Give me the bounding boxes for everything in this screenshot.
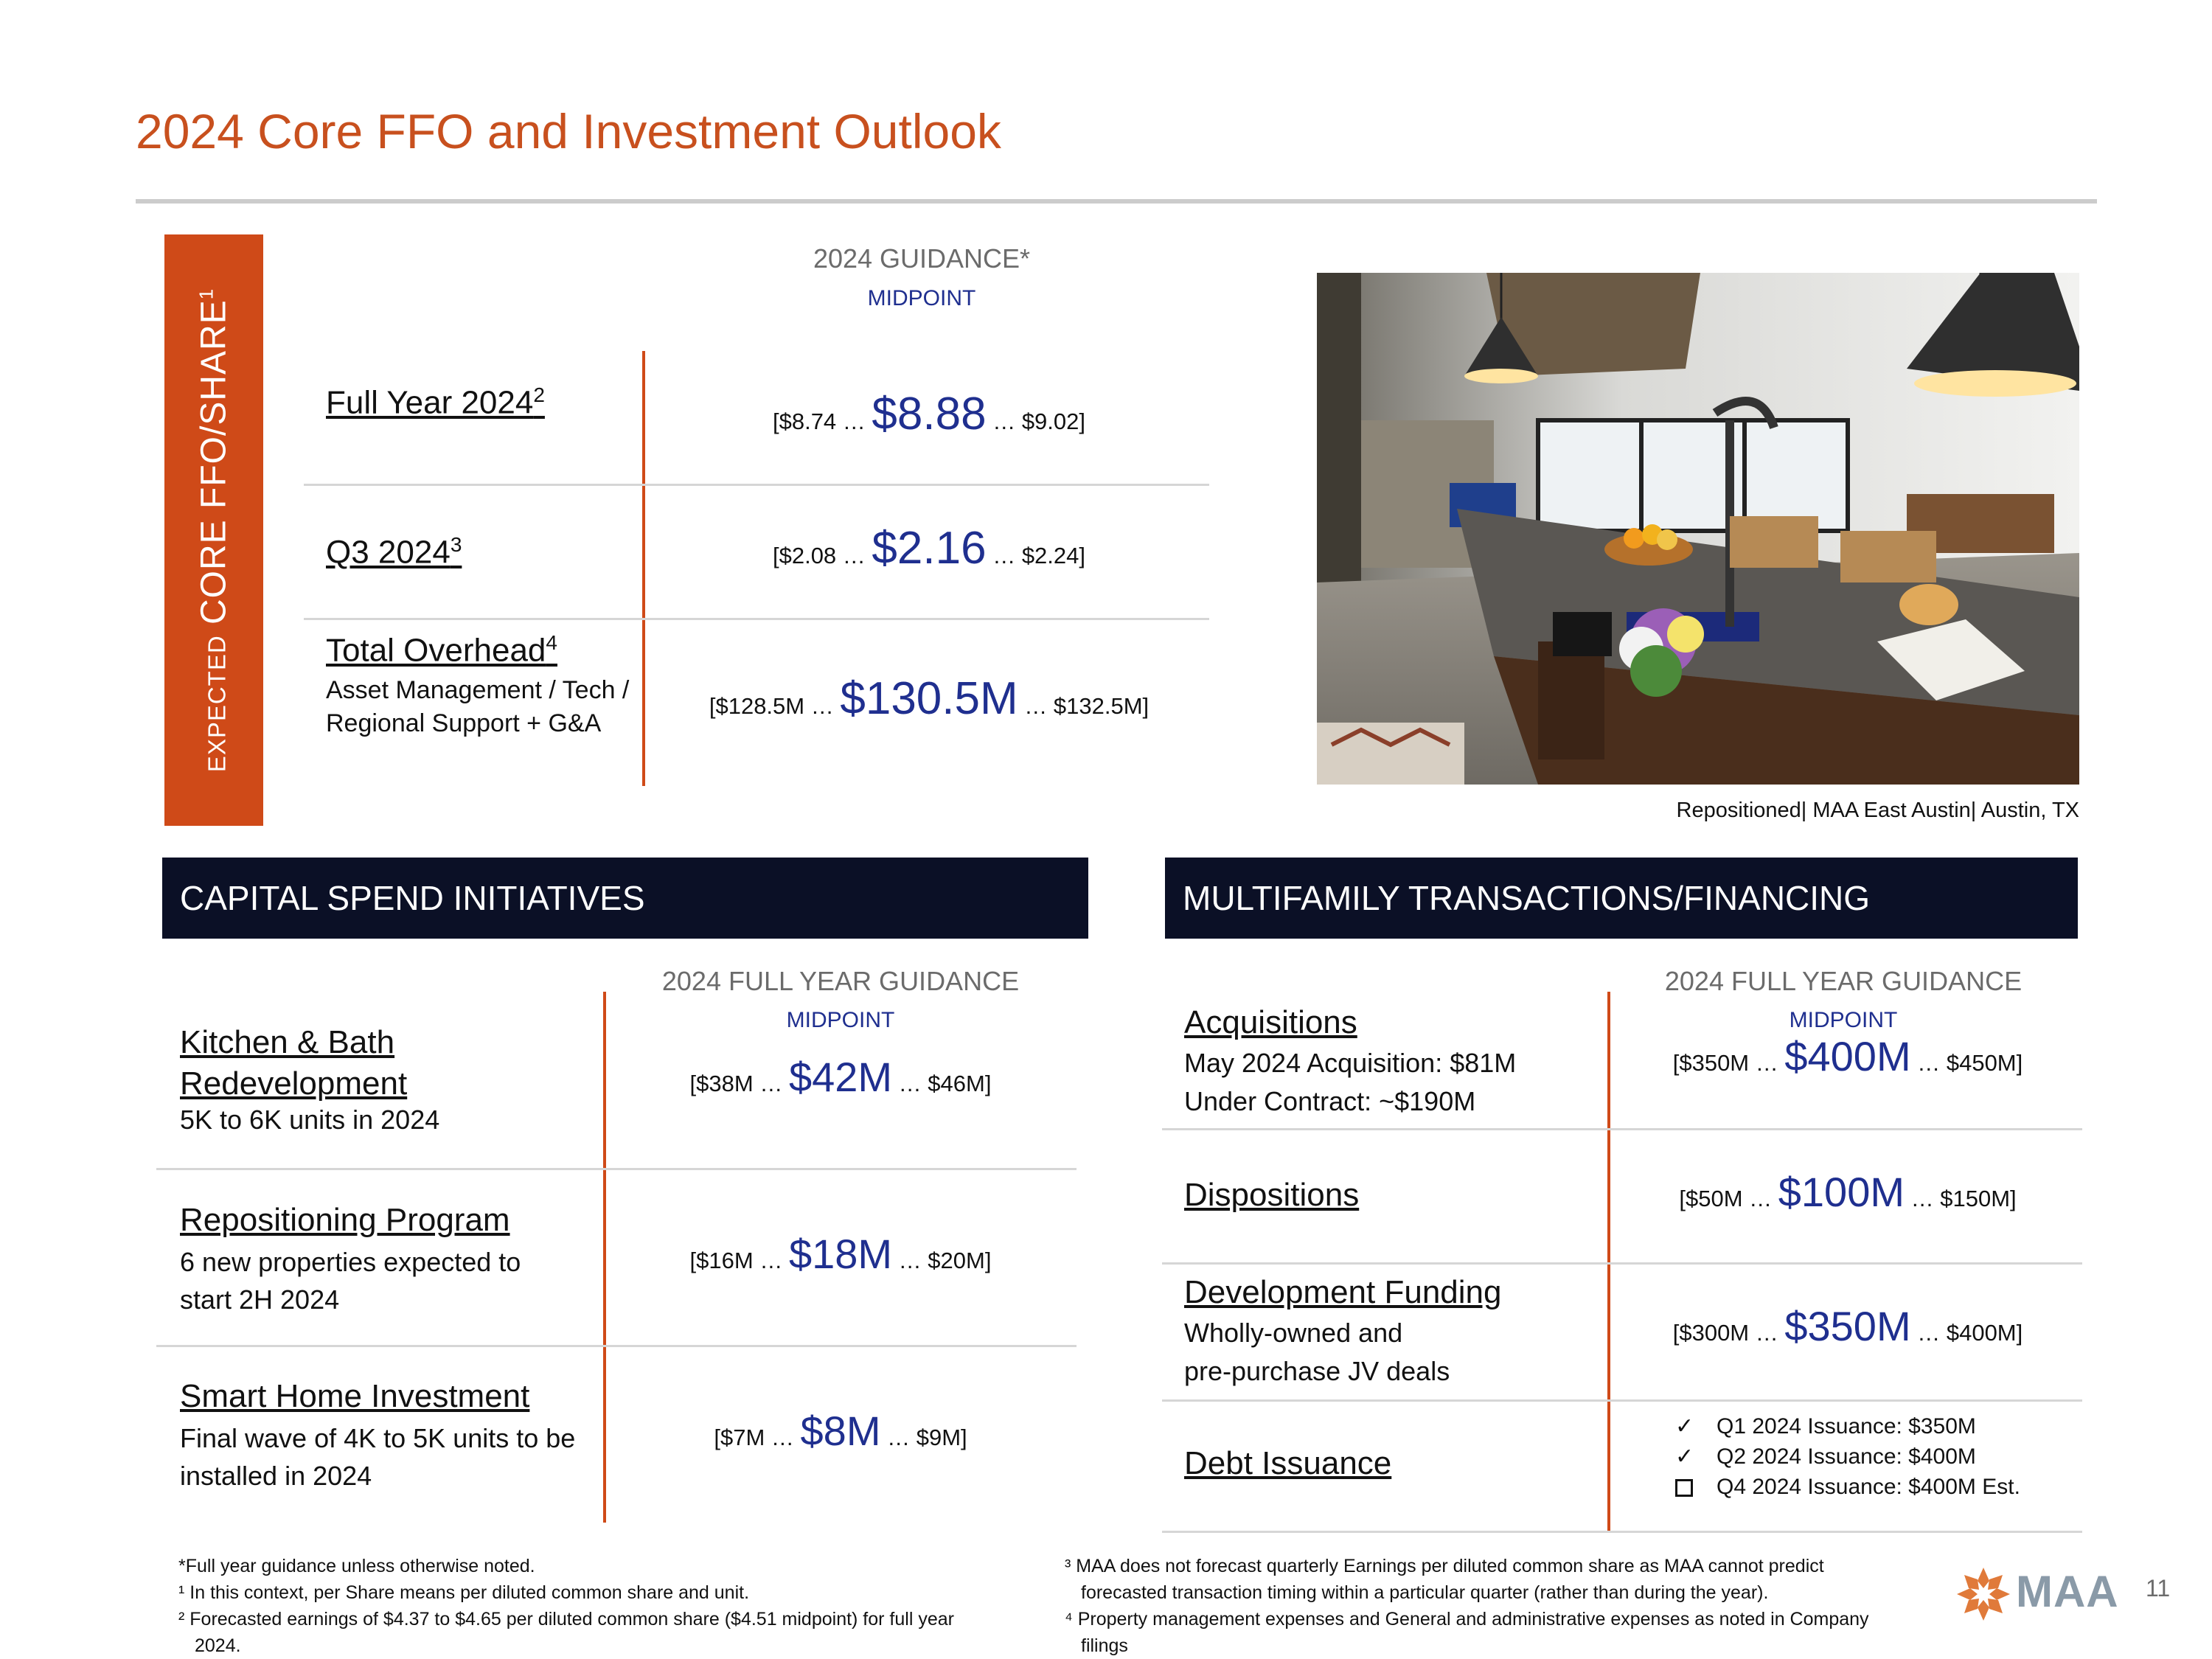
development-funding-range: [$300M … $350M … $400M] [1672,1303,2023,1349]
acquisitions-midpoint: $400M [1784,1033,1911,1079]
ffo-full-year-range: [$8.74 … $8.88 … $9.02] [772,389,1086,439]
capital-kitchen-range: [$38M … $42M … $46M] [689,1054,992,1100]
capital-kitchen-midpoint: $42M [788,1054,893,1100]
ffo-row-divider [304,618,1209,620]
ffo-column-divider [642,351,645,786]
footnote: forecasted transaction timing within a particular quarter (rather than during the year). [1081,1582,1769,1603]
transactions-row-desc: May 2024 Acquisition: $81M [1184,1048,1517,1078]
capital-row-desc: 6 new properties expected to start 2H 2024 [180,1247,521,1315]
footnote: ³ MAA does not forecast quarterly Earnings per diluted common share as MAA cannot predict [1065,1556,1824,1576]
footnote: *Full year guidance unless otherwise noted. [178,1556,535,1576]
ffo-side-label-sup: 1 [195,288,218,300]
ffo-side-label-small: EXPECTED [203,635,231,773]
ffo-row-label: Full Year 2024$^2$ [326,383,545,421]
debt-issuance-list [1675,1411,2020,1502]
maa-logo: MAA [2016,1567,2119,1616]
development-funding-midpoint: $350M [1784,1303,1911,1349]
footnote: filings [1081,1635,1128,1656]
ffo-q3-midpoint: $2.16 [872,523,987,574]
ffo-overhead-midpoint: $130.5M [840,673,1018,724]
capital-row-divider [156,1345,1077,1347]
maa-logo-mark-icon [1955,1566,2011,1626]
transactions-row-label: Acquisitions [1184,1004,1357,1040]
transactions-row-desc: pre-purchase JV deals [1184,1356,1450,1386]
footnote: ⁴ Property management expenses and General and administrative expenses as noted in Company [1065,1609,1869,1630]
capital-midpoint-header: MIDPOINT [786,1008,895,1032]
checkmark-icon: ✓ [1675,1444,1694,1469]
capital-column-divider [603,992,606,1523]
transactions-row-desc: Wholly-owned and [1184,1318,1403,1348]
photo-caption: Repositioned| MAA East Austin| Austin, TX [1676,799,2079,822]
footnotes-left [178,1553,1063,1659]
capital-row-desc: 5K to 6K units in 2024 [180,1105,440,1135]
ffo-midpoint-header: MIDPOINT [867,286,976,310]
transactions-row-divider [1162,1399,2082,1402]
title-divider [136,199,2097,204]
ffo-side-label-main: CORE FFO/SHARE [194,299,234,625]
transactions-row-label: Debt Issuance [1184,1445,1392,1481]
debt-issuance-item: Q4 2024 Issuance: $400M Est. [1675,1472,2020,1502]
transactions-header: MULTIFAMILY TRANSACTIONS/FINANCING [1165,858,2078,939]
ffo-side-bar [164,234,263,826]
ffo-side-label [194,288,234,772]
footnote: 2024. [195,1635,241,1656]
transactions-row-label: Dispositions [1184,1177,1360,1213]
footnote: ² Forecasted earnings of $4.37 to $4.65 per diluted common share ($4.51 midpoint) for full year [178,1609,954,1630]
dispositions-midpoint: $100M [1778,1169,1905,1215]
capital-repositioning-midpoint: $18M [788,1231,893,1277]
ffo-overhead-desc: Asset Management / Tech / Regional Support + G&A [326,676,630,737]
ffo-guidance-header: 2024 GUIDANCE* [813,243,1031,274]
capital-row-label: Smart Home Investment [180,1378,530,1414]
capital-smart-home-range: [$7M … $8M … $9M] [714,1408,967,1454]
transactions-column-divider [1607,992,1610,1531]
footnote: ¹ In this context, per Share means per diluted common share and unit. [178,1582,750,1603]
transactions-row-divider [1162,1531,2082,1533]
capital-guidance-header: 2024 FULL YEAR GUIDANCE [661,966,1020,996]
debt-issuance-item: ✓ Q2 2024 Issuance: $400M [1675,1441,2020,1472]
kitchen-photo [1317,273,2079,785]
checkbox-empty-icon [1675,1479,1693,1497]
capital-row-label: Kitchen & Bath Redevelopment [180,1024,408,1102]
capital-row-desc: Final wave of 4K to 5K units to be installed in 2024 [180,1423,576,1491]
transactions-row-divider [1162,1128,2082,1130]
debt-issuance-item: ✓ Q1 2024 Issuance: $350M [1675,1411,2020,1441]
page-number: 11 [2146,1575,2171,1601]
dispositions-range: [$50M … $100M … $150M] [1679,1169,2017,1215]
capital-smart-home-midpoint: $8M [800,1408,881,1454]
transactions-row-divider [1162,1262,2082,1265]
page-title: 2024 Core FFO and Investment Outlook [136,104,1001,159]
footnotes-right [1065,1553,1950,1659]
acquisitions-range: [$350M … $400M … $450M] [1672,1033,2023,1079]
ffo-overhead-range: [$128.5M … $130.5M … $132.5M] [709,673,1150,724]
checkmark-icon: ✓ [1675,1414,1694,1439]
transactions-row-desc: Under Contract: ~$190M [1184,1086,1476,1116]
capital-row-label: Repositioning Program [180,1202,510,1238]
ffo-q3-range: [$2.08 … $2.16 … $2.24] [772,523,1086,574]
transactions-guidance-header: 2024 FULL YEAR GUIDANCE [1664,966,2023,996]
transactions-midpoint-header: MIDPOINT [1789,1008,1898,1032]
ffo-row-label: Q3 2024$^3$ [326,533,462,571]
ffo-full-year-midpoint: $8.88 [872,389,987,439]
capital-row-divider [156,1168,1077,1170]
ffo-row-divider [304,484,1209,486]
capital-repositioning-range: [$16M … $18M … $20M] [689,1231,992,1277]
ffo-row-label: Total Overhead$^4$ [326,631,557,669]
transactions-row-label: Development Funding [1184,1274,1502,1310]
capital-spend-header: CAPITAL SPEND INITIATIVES [162,858,1088,939]
